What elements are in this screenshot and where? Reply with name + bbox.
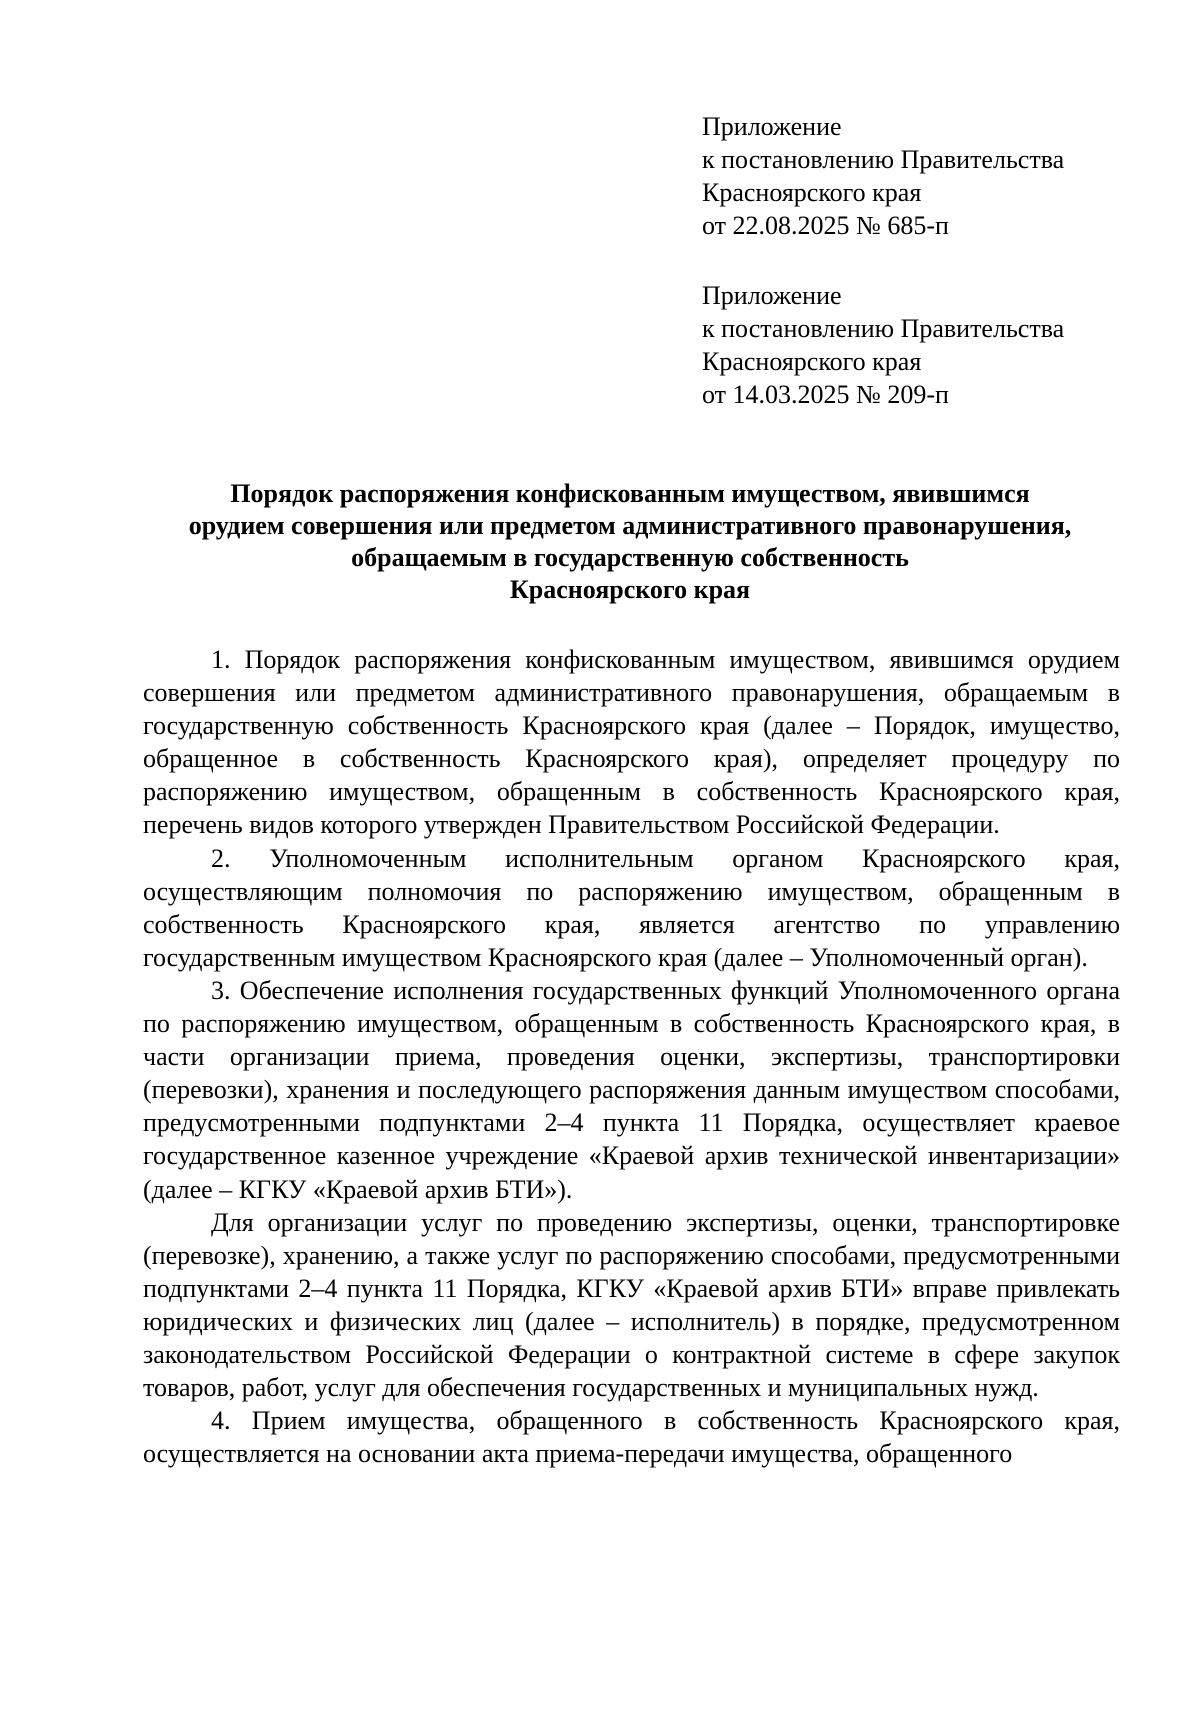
paragraph-4: 4. Прием имущества, обращенного в собственность Красноярского края, осуществляется на основании акта приема-передачи имущества, обращенного <box>143 1406 1120 1469</box>
document-body <box>143 643 1120 1470</box>
title-line: обращаемым в государственную собственность <box>351 543 909 572</box>
title-line: орудием совершения или предметом административного правонарушения, <box>188 511 1072 540</box>
appendix-date-number: от 22.08.2025 № 685-п <box>702 211 949 240</box>
appendix-heading: Приложение <box>702 281 842 310</box>
appendix-block-current <box>702 110 1064 242</box>
paragraph-3-continuation: Для организации услуг по проведению экспертизы, оценки, транспортировке (перевозке), хранению, а также услуг по распоряжению способами, предусмотренными подпунктами 2–4 пункта 11 Порядка, КГКУ «Краевой архив БТИ» вправе привлекать юридических и физических лиц (далее – исполнитель) в порядке, предусмотренном законодательством Российской Федерации о контрактной системе в сфере закупок товаров, работ, услуг для обеспечения государственных и муниципальных нужд. <box>143 1207 1120 1403</box>
document-title <box>140 478 1120 606</box>
appendix-block-original <box>702 279 1064 411</box>
paragraph-1: 1. Порядок распоряжения конфискованным имуществом, явившимся орудием совершения или предметом административного правонарушения, обращаемым в государственную собственность Красноярского края (далее – Порядок, имущество, обращенное в собственность Красноярского края), определяет процедуру по распоряжению имуществом, обращенным в собственность Красноярского края, перечень видов которого утвержден Правительством Российской Федерации. <box>143 645 1120 840</box>
appendix-heading: Приложение <box>702 112 842 141</box>
appendix-date-number: от 14.03.2025 № 209-п <box>702 380 949 409</box>
title-line: Порядок распоряжения конфискованным имуществом, явившимся <box>230 479 1030 508</box>
appendix-region: Красноярского края <box>702 178 922 207</box>
paragraph-3: 3. Обеспечение исполнения государственных функций Уполномоченного органа по распоряжению имуществом, обращенным в собственность Красноярского края, в части организации приема, проведения оценки, экспертизы, транспортировки (перевозки), хранения и последующего распоряжения данным имуществом способами, предусмотренными подпунктами 2–4 пункта 11 Порядка, осуществляет краевое государственное казенное учреждение «Краевой архив технической инвентаризации» (далее – КГКУ «Краевой архив БТИ»). <box>143 975 1120 1204</box>
title-line: Красноярского края <box>509 575 751 604</box>
appendix-region: Красноярского края <box>702 347 922 376</box>
appendix-reference: к постановлению Правительства <box>702 145 1065 174</box>
paragraph-2: 2. Уполномоченным исполнительным органом Красноярского края, осуществляющим полномочия по распоряжению имуществом, обращенным в собственность Красноярского края, является агентство по управлению государственным имуществом Красноярского края (далее – Уполномоченный орган). <box>143 843 1120 972</box>
appendix-reference: к постановлению Правительства <box>702 314 1065 343</box>
